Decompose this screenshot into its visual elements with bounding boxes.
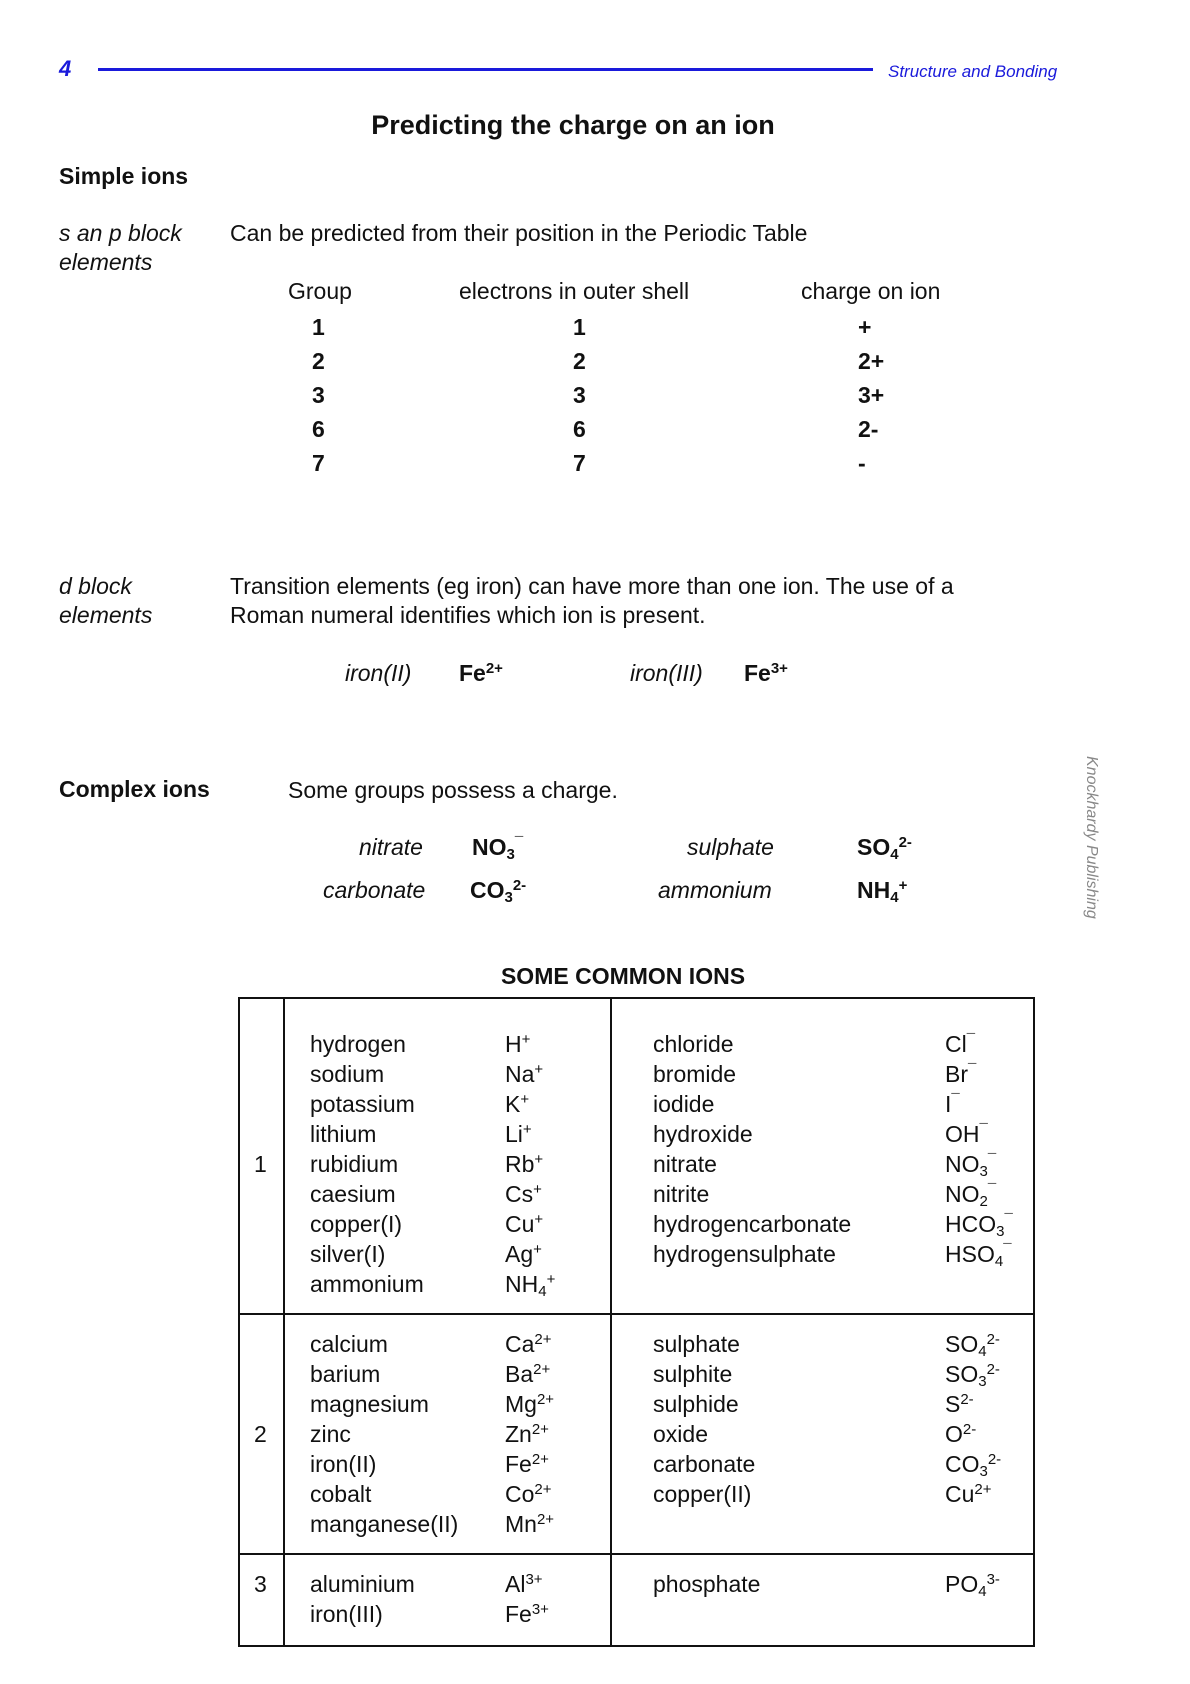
anion-formula: $SO_3^{2-}$ [945, 1361, 1000, 1390]
group-row-electrons: 1 [573, 314, 586, 340]
cation-formula: $Fe^{2+}$ [505, 1451, 549, 1477]
col-header-group: Group [288, 278, 352, 304]
cation-formula: Cu+ [505, 1211, 544, 1237]
anion-formula: $S^{2-}$ [945, 1391, 974, 1417]
charge-group-label: 1 [254, 1151, 267, 1177]
col-header-charge: charge on ion [801, 278, 941, 304]
anion-name: nitrite [653, 1181, 710, 1207]
d-block-label-line2: elements [59, 602, 153, 628]
cation-name: magnesium [310, 1391, 429, 1417]
sp-block-label-line1: s an p block [59, 220, 182, 246]
anion-formula: $Cu^{2+}$ [945, 1481, 992, 1507]
cation-name: calcium [310, 1331, 388, 1357]
cation-name: manganese(II) [310, 1511, 459, 1537]
d-example-name-1: iron(III) [630, 660, 703, 686]
cation-name: silver(I) [310, 1241, 386, 1267]
table-divider-charge [283, 999, 285, 1645]
complex-example-name-2: carbonate [323, 877, 426, 903]
group-row-charge: + [858, 314, 872, 340]
cation-formula: $Ca^{2+}$ [505, 1331, 552, 1357]
anion-name: bromide [653, 1061, 737, 1087]
complex-example-name-3: ammonium [658, 877, 772, 903]
anion-formula: $O^{2-}$ [945, 1421, 977, 1447]
group-row-group: 3 [312, 382, 325, 408]
d-block-text [230, 572, 954, 630]
group-row-charge: 2- [858, 416, 879, 442]
cation-formula: Rb+ [505, 1151, 544, 1177]
anion-formula: $SO_4^{2-}$ [945, 1331, 1000, 1360]
complex-example-name-1: sulphate [687, 834, 774, 860]
anion-name: oxide [653, 1421, 708, 1447]
cation-name: barium [310, 1361, 381, 1387]
sp-block-label [59, 219, 182, 277]
cation-formula: H+ [505, 1031, 531, 1057]
anion-formula: I¯ [945, 1091, 960, 1117]
anion-name: carbonate [653, 1451, 756, 1477]
cation-formula: $Ba^{2+}$ [505, 1361, 551, 1387]
cation-name: caesium [310, 1181, 396, 1207]
cation-formula: Ag+ [505, 1241, 542, 1267]
group-row-group: 1 [312, 314, 325, 340]
group-row-charge: - [858, 450, 866, 476]
d-example-formula-1: $Fe^{3+}$ [744, 660, 788, 686]
anion-name: hydroxide [653, 1121, 753, 1147]
group-row-charge: 2+ [858, 348, 885, 374]
complex-example-formula-3: $NH_4^+$ [857, 877, 908, 906]
cation-formula: $Co^{2+}$ [505, 1481, 552, 1507]
anion-name: iodide [653, 1091, 715, 1117]
group-row-group: 7 [312, 450, 325, 476]
cation-name: iron(II) [310, 1451, 377, 1477]
anion-name: sulphite [653, 1361, 733, 1387]
cation-name: lithium [310, 1121, 377, 1147]
cation-name: sodium [310, 1061, 385, 1087]
anion-name: chloride [653, 1031, 734, 1057]
cation-formula: $Fe^{3+}$ [505, 1601, 549, 1627]
complex-example-name-0: nitrate [359, 834, 423, 860]
common-ions-title: SOME COMMON IONS [500, 963, 746, 989]
anion-formula: $NO_2^¯$ [945, 1181, 997, 1210]
d-block-text-line2: Roman numeral identifies which ion is present. [230, 602, 706, 628]
cation-name: cobalt [310, 1481, 372, 1507]
cation-name: aluminium [310, 1571, 415, 1597]
cation-name: potassium [310, 1091, 415, 1117]
anion-name: phosphate [653, 1571, 761, 1597]
anion-formula: $CO_3^{2-}$ [945, 1451, 1002, 1480]
page-number: 4 [59, 56, 72, 81]
anion-formula: $PO_4^{3-}$ [945, 1571, 1000, 1600]
anion-formula: $NO_3^¯$ [945, 1151, 997, 1180]
complex-example-formula-1: $SO_4^{2-}$ [857, 834, 912, 863]
anion-name: nitrate [653, 1151, 717, 1177]
table-divider-row1 [240, 1313, 1033, 1315]
anion-name: hydrogencarbonate [653, 1211, 852, 1237]
cation-formula: K+ [505, 1091, 530, 1117]
d-block-label-line1: d block [59, 573, 132, 599]
col-header-electrons: electrons in outer shell [459, 278, 690, 304]
publisher-side-note: Knockhardy Publishing [1083, 756, 1100, 919]
cation-formula: $Mg^{2+}$ [505, 1391, 555, 1417]
group-row-electrons: 7 [573, 450, 586, 476]
anion-formula: $HSO_4^¯$ [945, 1241, 1012, 1270]
table-divider-middle [610, 999, 612, 1645]
d-block-label [59, 572, 152, 630]
complex-ions-text: Some groups possess a charge. [288, 777, 618, 803]
d-example-name-0: iron(II) [345, 660, 412, 686]
cation-name: iron(III) [310, 1601, 383, 1627]
cation-name: copper(I) [310, 1211, 403, 1237]
anion-name: sulphate [653, 1331, 740, 1357]
anion-name: copper(II) [653, 1481, 752, 1507]
group-row-electrons: 6 [573, 416, 586, 442]
simple-ions-heading: Simple ions [59, 163, 189, 189]
charge-group-label: 3 [254, 1571, 267, 1597]
cation-formula: $Al^{3+}$ [505, 1571, 543, 1597]
anion-formula: Br¯ [945, 1061, 977, 1087]
charge-group-label: 2 [254, 1421, 267, 1447]
anion-name: sulphide [653, 1391, 739, 1417]
anion-formula: Cl¯ [945, 1031, 976, 1057]
anion-formula: $HCO_3^¯$ [945, 1211, 1013, 1240]
cation-name: hydrogen [310, 1031, 406, 1057]
header-rule [98, 68, 873, 71]
sp-block-label-line2: elements [59, 249, 153, 275]
cation-formula: Na+ [505, 1061, 544, 1087]
group-row-group: 6 [312, 416, 325, 442]
sp-block-text: Can be predicted from their position in the Periodic Table [230, 220, 808, 246]
d-example-formula-0: $Fe^{2+}$ [459, 660, 503, 686]
anion-name: hydrogensulphate [653, 1241, 836, 1267]
group-row-group: 2 [312, 348, 325, 374]
cation-name: zinc [310, 1421, 351, 1447]
group-row-electrons: 3 [573, 382, 586, 408]
group-row-charge: 3+ [858, 382, 885, 408]
cation-formula: $Mn^{2+}$ [505, 1511, 555, 1537]
cation-name: rubidium [310, 1151, 399, 1177]
table-divider-row2 [240, 1553, 1033, 1555]
cation-formula: Li+ [505, 1121, 532, 1147]
anion-formula: OH¯ [945, 1121, 988, 1147]
d-block-text-line1: Transition elements (eg iron) can have more than one ion. The use of a [230, 573, 954, 599]
complex-example-formula-0: $NO_3^¯$ [472, 834, 524, 863]
common-ions-table [238, 997, 1035, 1647]
complex-example-formula-2: $CO_3^{2-}$ [470, 877, 527, 906]
cation-name: ammonium [310, 1271, 424, 1297]
cation-formula: $NH_4^+$ [505, 1271, 556, 1300]
cation-formula: $Zn^{2+}$ [505, 1421, 549, 1447]
complex-ions-heading: Complex ions [59, 776, 210, 802]
group-row-electrons: 2 [573, 348, 586, 374]
page-title: Predicting the charge on an ion [371, 110, 775, 140]
cation-formula: Cs+ [505, 1181, 542, 1207]
running-title: Structure and Bonding [888, 62, 1058, 81]
